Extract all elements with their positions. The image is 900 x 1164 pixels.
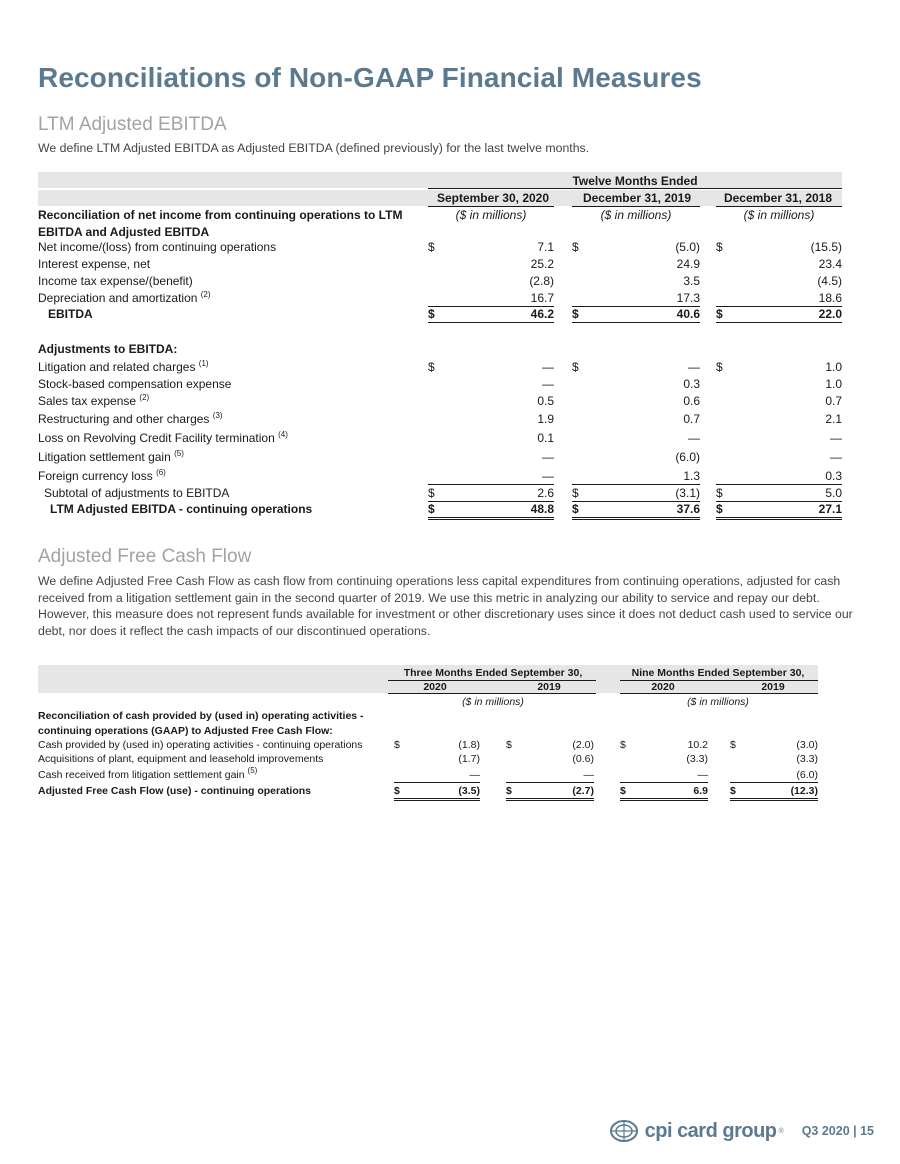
value-cell: 40.6 [676,307,700,321]
footnote-ref: (5) [247,766,258,775]
underline-rule [730,782,818,783]
value-cell: (12.3) [790,785,818,797]
dollar-sign: $ [620,785,626,797]
row-label-text: Restructuring and other charges [38,412,210,426]
dollar-sign: $ [428,240,435,254]
row-label [38,431,288,445]
page-title: Reconciliations of Non-GAAP Financial Measures [38,62,702,93]
row-label [38,412,223,426]
section-title: continuing operations (GAAP) to Adjusted Free Cash Flow: [38,725,333,737]
value-cell: 0.3 [683,377,700,391]
unit-label: ($ in millions) [462,696,524,708]
row-label-text: Cash provided by (used in) operating activities - continuing operations [38,739,363,751]
value-cell: — [542,469,554,483]
value-cell: 46.2 [530,307,554,321]
row-label [38,766,258,781]
dollar-sign: $ [620,739,626,751]
dollar-sign: $ [428,360,435,374]
value-cell: — [542,450,554,464]
value-cell: 23.4 [818,257,842,271]
group-header-nine-months: Nine Months Ended September 30, [631,667,805,679]
value-cell: (2.7) [572,785,594,797]
value-cell: 25.2 [530,257,554,271]
value-cell: (3.3) [796,753,818,765]
value-cell: (6.0) [675,450,700,464]
value-cell: — [830,450,842,464]
row-label: EBITDA [48,307,93,321]
value-cell: (2.0) [572,739,594,751]
value-cell: 1.0 [825,360,842,374]
group-header: Twelve Months Ended [572,174,698,188]
footer [609,1118,874,1144]
section-title: EBITDA and Adjusted EBITDA [38,225,210,239]
dollar-sign: $ [506,785,512,797]
dollar-sign: $ [730,739,736,751]
dollar-sign: $ [730,785,736,797]
value-cell: (1.7) [458,753,480,765]
footnote-ref: (2) [200,290,211,299]
unit-label: ($ in millions) [455,208,527,222]
value-cell: — [542,360,554,374]
column-rule [572,206,700,207]
footnote-ref: (1) [198,359,209,368]
value-cell: 2.6 [537,486,554,500]
group-header-three-months: Three Months Ended September 30, [403,667,583,679]
dollar-sign: $ [572,486,579,500]
value-cell: (6.0) [796,769,818,781]
underline-rule [428,484,554,485]
value-cell: (3.1) [675,486,700,500]
value-cell: 22.0 [818,307,842,321]
value-cell: 2.1 [825,412,842,426]
row-label-text: Litigation and related charges [38,360,196,374]
header-rule [388,693,596,694]
unit-label: ($ in millions) [743,208,815,222]
value-cell: (3.5) [458,785,480,797]
value-cell: 48.8 [530,502,554,516]
value-cell: 5.0 [825,486,842,500]
dollar-sign: $ [572,502,579,516]
underline-rule [716,322,842,323]
footnote-ref: (2) [139,393,150,402]
value-cell: 1.3 [683,469,700,483]
value-cell: 17.3 [676,291,700,305]
underline-rule [394,782,480,783]
header-rule [428,188,842,189]
value-cell: 37.6 [676,502,700,516]
dollar-sign: $ [572,360,579,374]
row-label [38,469,166,483]
row-label: Subtotal of adjustments to EBITDA [44,486,230,500]
row-label: Net income/(loss) from continuing operations [38,240,277,254]
dollar-sign: $ [428,486,435,500]
value-cell: 6.9 [693,785,708,797]
dollar-sign: $ [394,785,400,797]
footnote-ref: (4) [278,430,288,439]
double-underline-rule [730,798,818,801]
column-rule [716,206,842,207]
dollar-sign: $ [716,307,723,321]
column-header-dec-2019: December 31, 2019 [582,191,692,205]
year-header: 2020 [651,681,675,693]
fcf-description: We define Adjusted Free Cash Flow as cash flow from continuing operations less capital expenditures from continuing operations, adjusted for cash received from a litigation settlement gain in the second quarter of 2019. We use this metric in analyzing our ability to service and repay our debt. However, this measure does not represent funds available for investment or other discretionary uses since it does not deduct cash used to service our debt, nor does it reflect the cash impacts of our discontinued operations. [38,574,853,638]
unit-label: ($ in millions) [600,208,672,222]
section-title: Reconciliation of net income from continuing operations to LTM [38,208,403,222]
double-underline-rule [506,798,594,801]
year-header: 2019 [761,681,785,693]
section-title: Adjustments to EBITDA: [38,342,178,356]
underline-rule [620,782,708,783]
dollar-sign: $ [716,486,723,500]
row-label: Interest expense, net [38,257,151,271]
fcf-heading: Adjusted Free Cash Flow [38,546,252,567]
header-rule [620,693,818,694]
dollar-sign: $ [394,739,400,751]
row-label-text: Cash received from litigation settlement gain [38,769,245,781]
row-label [38,753,323,765]
value-cell: — [688,360,700,374]
value-cell: (0.6) [572,753,594,765]
double-underline-rule [572,517,700,520]
double-underline-rule [428,517,554,520]
row-label [38,739,363,751]
double-underline-rule [394,798,480,801]
value-cell: — [469,769,480,781]
column-header-sep-2020: September 30, 2020 [436,191,550,205]
section-title: Reconciliation of cash provided by (used in) operating activities - [38,710,364,722]
row-label: Income tax expense/(benefit) [38,274,193,288]
row-label [38,785,311,797]
row-label-text: Foreign currency loss [38,469,153,483]
row-label [38,360,209,374]
dollar-sign: $ [572,307,579,321]
dollar-sign: $ [428,502,435,516]
dollar-sign: $ [716,240,723,254]
underline-rule [572,322,700,323]
column-rule [428,206,554,207]
double-underline-rule [716,517,842,520]
value-cell: 1.9 [537,412,554,426]
underline-rule [428,322,554,323]
row-label: Stock-based compensation expense [38,377,232,391]
dollar-sign: $ [716,360,723,374]
value-cell: 24.9 [676,257,700,271]
underline-rule [716,484,842,485]
row-label-text: Litigation settlement gain [38,450,171,464]
value-cell: — [688,431,700,445]
unit-label: ($ in millions) [687,696,749,708]
value-cell: 0.6 [683,394,700,408]
row-label-text: Adjusted Free Cash Flow (use) - continuing operations [38,785,312,797]
dollar-sign: $ [506,739,512,751]
value-cell: 18.6 [818,291,842,305]
value-cell: — [542,377,554,391]
value-cell: 0.5 [537,394,554,408]
dollar-sign: $ [716,502,723,516]
row-label: LTM Adjusted EBITDA - continuing operations [50,502,313,516]
underline-rule [506,782,594,783]
underline-rule [572,484,700,485]
value-cell: 7.1 [537,240,554,254]
row-label-text: Sales tax expense [38,394,137,408]
value-cell: 27.1 [818,502,842,516]
column-header-dec-2018: December 31, 2018 [723,191,833,205]
row-label [38,450,184,464]
ltm-description: We define LTM Adjusted EBITDA as Adjusted EBITDA (defined previously) for the last twelve months. [38,141,590,155]
value-cell: (1.8) [458,739,480,751]
value-cell: (4.5) [817,274,842,288]
dollar-sign: $ [428,307,435,321]
double-underline-rule [620,798,708,801]
value-cell: 0.7 [825,394,842,408]
cpi-logo-icon [609,1119,639,1143]
value-cell: (2.8) [529,274,554,288]
value-cell: — [583,769,594,781]
row-label-text: Depreciation and amortization [38,291,198,305]
value-cell: (3.3) [686,753,708,765]
value-cell: 1.0 [825,377,842,391]
value-cell: — [830,431,842,445]
row-label-text: Acquisitions of plant, equipment and leasehold improvements [38,753,324,765]
year-header: 2020 [423,681,447,693]
footnote-ref: (6) [156,468,166,477]
registered-mark: ® [778,1127,784,1135]
row-label [38,394,149,408]
footnote-ref: (5) [174,449,184,458]
value-cell: 10.2 [687,739,708,751]
ltm-heading: LTM Adjusted EBITDA [38,114,227,135]
value-cell: 3.5 [683,274,700,288]
year-header: 2019 [537,681,561,693]
row-label [38,291,211,305]
value-cell: 0.7 [683,412,700,426]
logo-wordmark: cpi card group [644,1119,777,1142]
value-cell: 0.3 [825,469,842,483]
value-cell: 16.7 [530,291,554,305]
value-cell: 0.1 [537,431,554,445]
value-cell: (3.0) [796,739,818,751]
row-label-text: Loss on Revolving Credit Facility termination [38,431,275,445]
dollar-sign: $ [572,240,579,254]
value-cell: (15.5) [810,240,842,254]
page-number: Q3 2020 | 15 [801,1124,874,1138]
footnote-ref: (3) [212,411,223,420]
value-cell: — [697,769,708,781]
value-cell: (5.0) [675,240,700,254]
